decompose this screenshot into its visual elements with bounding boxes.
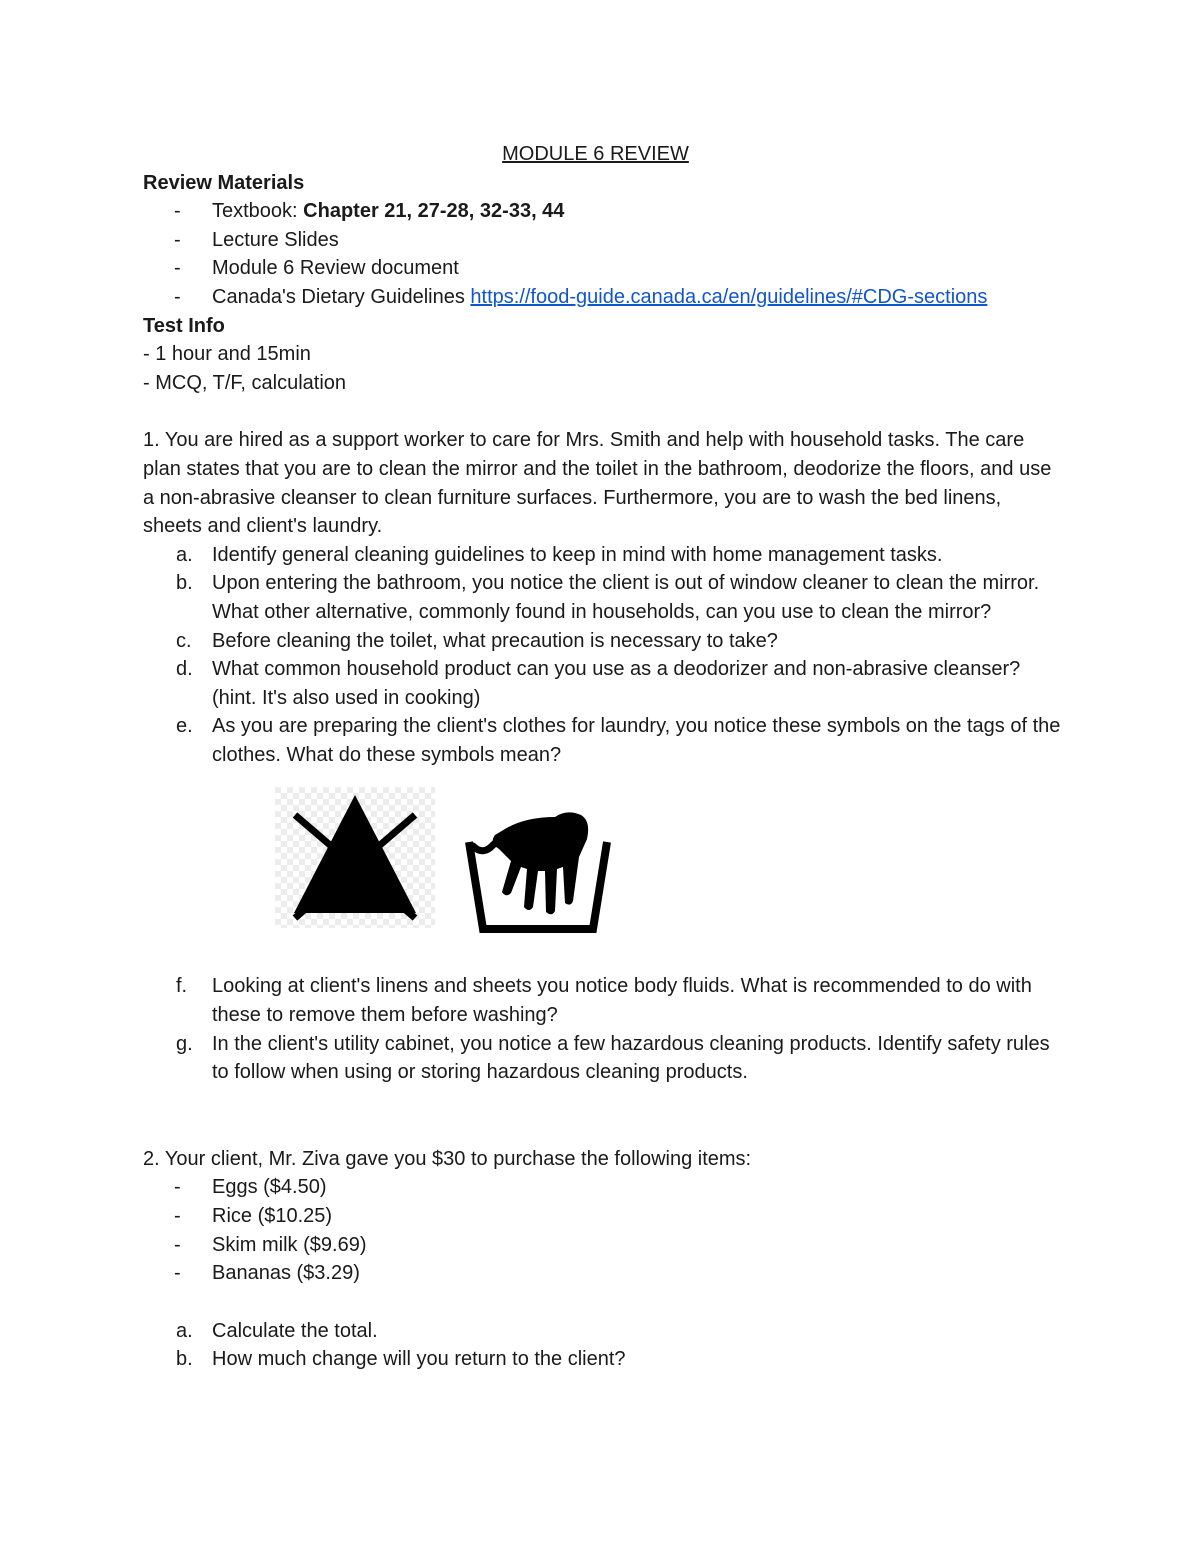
question-text: Identify general cleaning guidelines to keep in mind with home management tasks. <box>212 543 943 566</box>
question-1-intro: 1. You are hired as a support worker to care for Mrs. Smith and help with household tasks. The care plan states that you are to clean the mirror and the toilet in the bathroom, deodorize the floors, and use a non-abrasive cleanser to clean furniture surfaces. Furthermore, you are to wash the bed linens, sheets and client's laundry. <box>143 429 1052 538</box>
item-letter: g. <box>176 1032 193 1055</box>
review-materials-heading: Review Materials <box>143 171 305 194</box>
test-duration: - 1 hour and 15min <box>143 343 311 366</box>
question-item <box>143 569 1063 626</box>
question-text: How much change will you return to the client? <box>212 1348 626 1371</box>
item-letter: d. <box>176 658 193 681</box>
grocery-item: Bananas ($3.29) <box>212 1262 360 1285</box>
list-item <box>143 1259 1063 1288</box>
question-text: Upon entering the bathroom, you notice the client is out of window cleaner to clean the mirror. What other alternative, commonly found in households, can you use to clean the mirror? <box>212 572 1040 623</box>
list-item <box>143 283 1063 312</box>
list-item-text: Module 6 Review document <box>212 257 459 280</box>
laundry-symbols <box>143 787 1063 972</box>
list-item <box>143 1231 1063 1260</box>
question-item <box>143 541 1063 570</box>
spacer <box>143 397 1063 426</box>
bullet-dash: - <box>174 1262 181 1285</box>
list-item <box>143 254 1063 283</box>
question-2-intro: 2. Your client, Mr. Ziva gave you $30 to purchase the following items: <box>143 1147 752 1170</box>
question-item <box>143 655 1063 712</box>
grocery-item: Eggs ($4.50) <box>212 1176 327 1199</box>
hand-wash-icon <box>465 809 611 935</box>
item-letter: e. <box>176 715 193 738</box>
dietary-guidelines-link[interactable]: https://food-guide.canada.ca/en/guidelines/#CDG-sections <box>470 285 988 308</box>
document-page <box>143 140 1063 1374</box>
question-text: Looking at client's linens and sheets you notice body fluids. What is recommended to do with these to remove them before washing? <box>212 975 1032 1027</box>
test-info-heading: Test Info <box>143 314 225 337</box>
question-item <box>143 712 1063 769</box>
question-item <box>143 1317 1063 1346</box>
bullet-dash: - <box>174 257 181 280</box>
question-text: What common household product can you use as a deodorizer and non-abrasive cleanser? (hint. It's also used in cooking) <box>212 658 1021 709</box>
question-text: Calculate the total. <box>212 1319 378 1342</box>
item-letter: a. <box>176 1319 193 1342</box>
list-item-text: Textbook: <box>212 200 304 223</box>
list-item <box>143 1202 1063 1231</box>
list-item <box>143 226 1063 255</box>
question-item <box>143 1345 1063 1374</box>
item-letter: b. <box>176 1348 193 1371</box>
bullet-dash: - <box>174 285 181 308</box>
question-text: As you are preparing the client's clothes for laundry, you notice these symbols on the tags of the clothes. What do these symbols mean? <box>212 715 1061 766</box>
page-title: MODULE 6 REVIEW <box>502 143 689 165</box>
list-item-text: Canada's Dietary Guidelines <box>212 285 471 308</box>
bullet-dash: - <box>174 1233 181 1256</box>
question-text: Before cleaning the toilet, what precaution is necessary to take? <box>212 629 778 652</box>
bullet-dash: - <box>174 200 181 223</box>
item-letter: f. <box>176 975 188 998</box>
question-item <box>143 972 1063 1029</box>
spacer <box>143 1087 1063 1145</box>
question-item <box>143 1030 1063 1087</box>
grocery-item: Rice ($10.25) <box>212 1205 333 1228</box>
bullet-dash: - <box>174 1176 181 1199</box>
do-not-bleach-icon <box>275 787 435 928</box>
chapter-list: Chapter 21, 27-28, 32-33, 44 <box>303 200 565 223</box>
bullet-dash: - <box>174 1205 181 1228</box>
item-letter: c. <box>176 629 192 652</box>
list-item-text: Lecture Slides <box>212 228 339 251</box>
item-letter: a. <box>176 543 193 566</box>
test-format: - MCQ, T/F, calculation <box>143 371 347 394</box>
list-item <box>143 197 1063 226</box>
grocery-item: Skim milk ($9.69) <box>212 1233 367 1256</box>
bullet-dash: - <box>174 228 181 251</box>
question-text: In the client's utility cabinet, you notice a few hazardous cleaning products. Identify safety rules to follow when using or storing hazardous cleaning products. <box>212 1032 1050 1084</box>
list-item <box>143 1173 1063 1202</box>
question-item <box>143 627 1063 656</box>
spacer <box>143 1288 1063 1317</box>
item-letter: b. <box>176 572 193 595</box>
